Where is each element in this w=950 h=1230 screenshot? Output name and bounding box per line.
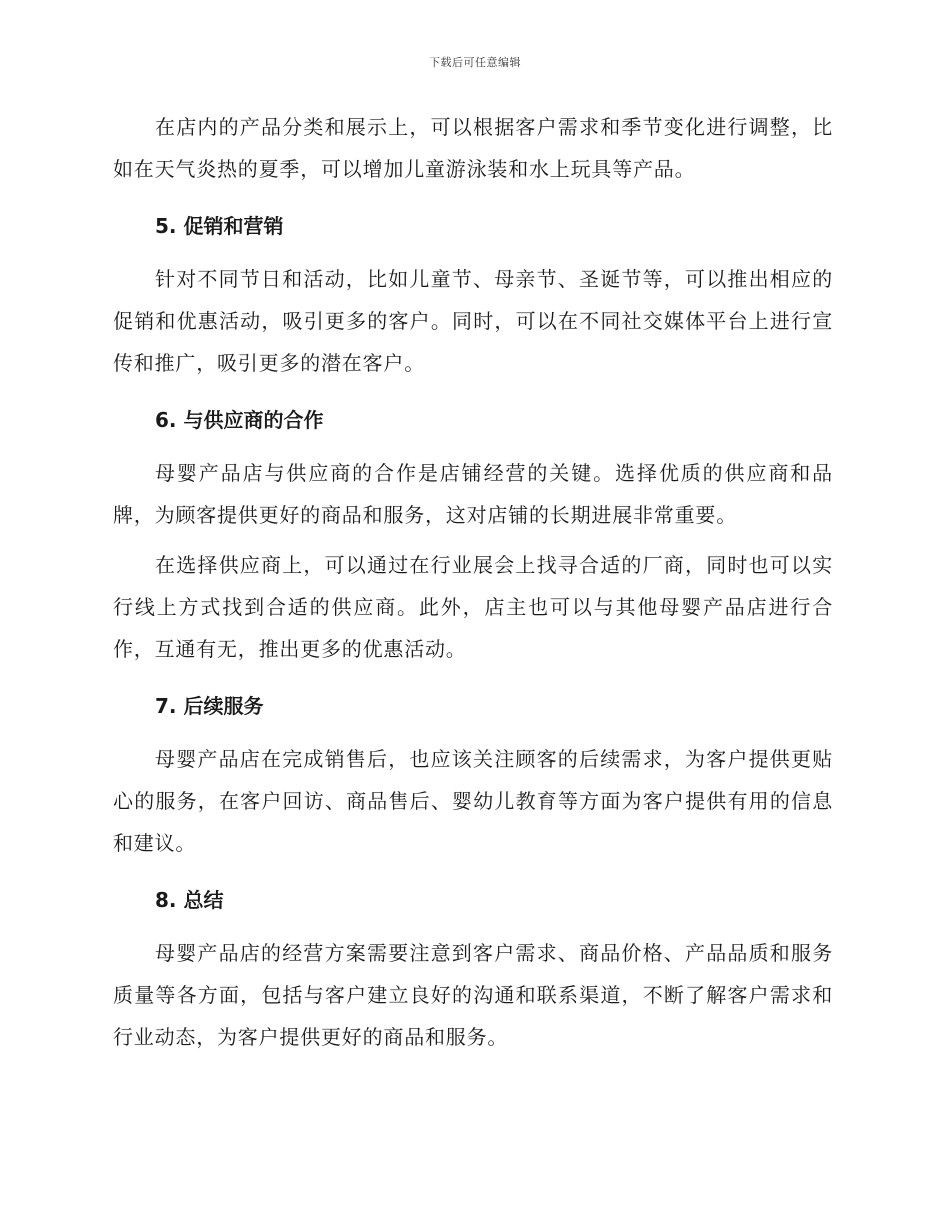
section-heading-suppliers: 6. 与供应商的合作 <box>155 408 324 432</box>
paragraph-suppliers-1: 母婴产品店与供应商的合作是店铺经营的关键。选择优质的供应商和品牌，为顾客提供更好的商品和服务，这对店铺的长期进展非常重要。 <box>113 461 833 527</box>
paragraph-suppliers-2: 在选择供应商上，可以通过在行业展会上找寻合适的厂商，同时也可以实行线上方式找到合适的供应商。此外，店主也可以与其他母婴产品店进行合作，互通有无，推出更多的优惠活动。 <box>113 553 833 661</box>
section-heading-summary: 8. 总结 <box>155 888 224 912</box>
document-body <box>113 106 833 1058</box>
paragraph-aftersales: 母婴产品店在完成销售后，也应该关注顾客的后续需求，为客户提供更贴心的服务，在客户回访、商品售后、婴幼儿教育等方面为客户提供有用的信息和建议。 <box>113 747 833 855</box>
paragraph-promotion: 针对不同节日和活动，比如儿童节、母亲节、圣诞节等，可以推出相应的促销和优惠活动，吸引更多的客户。同时，可以在不同社交媒体平台上进行宣传和推广，吸引更多的潜在客户。 <box>113 267 833 375</box>
section-heading-aftersales: 7. 后续服务 <box>155 694 264 718</box>
paragraph-product-display: 在店内的产品分类和展示上，可以根据客户需求和季节变化进行调整，比如在天气炎热的夏季，可以增加儿童游泳装和水上玩具等产品。 <box>113 115 833 181</box>
section-heading-promotion: 5. 促销和营销 <box>155 214 284 238</box>
paragraph-summary: 母婴产品店的经营方案需要注意到客户需求、商品价格、产品品质和服务质量等各方面，包括与客户建立良好的沟通和联系渠道，不断了解客户需求和行业动态，为客户提供更好的商品和服务。 <box>113 941 833 1049</box>
page-header: 下载后可任意编辑 <box>429 56 521 69</box>
